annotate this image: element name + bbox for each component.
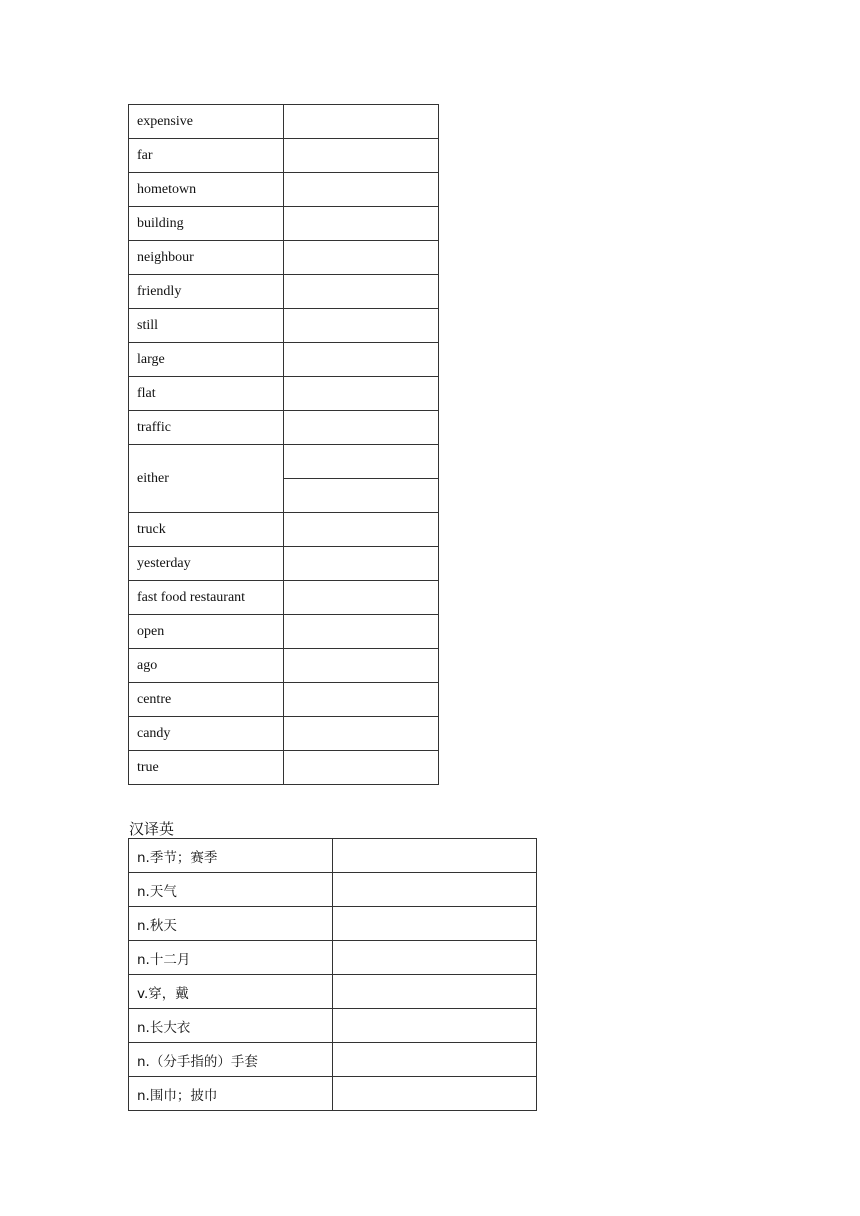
vocab-word: expensive: [129, 105, 284, 139]
answer-blank[interactable]: [284, 173, 439, 207]
answer-blank[interactable]: [284, 615, 439, 649]
vocab-word: n.十二月: [129, 941, 333, 975]
vocab-word: far: [129, 139, 284, 173]
vocab-row: [129, 1043, 537, 1077]
vocab-word: v.穿，戴: [129, 975, 333, 1009]
answer-blank[interactable]: [284, 377, 439, 411]
answer-blank[interactable]: [284, 683, 439, 717]
vocab-word: friendly: [129, 275, 284, 309]
vocab-row: [129, 717, 439, 751]
vocab-row: [129, 1009, 537, 1043]
answer-blank[interactable]: [333, 839, 537, 873]
vocab-word: fast food restaurant: [129, 581, 284, 615]
vocab-row: [129, 513, 439, 547]
vocab-row: [129, 309, 439, 343]
vocab-row: [129, 649, 439, 683]
vocab-row: [129, 839, 537, 873]
vocab-word: yesterday: [129, 547, 284, 581]
vocab-row: [129, 547, 439, 581]
answer-blank[interactable]: [333, 975, 537, 1009]
vocab-row: [129, 445, 439, 479]
vocab-word: open: [129, 615, 284, 649]
answer-blank[interactable]: [284, 479, 439, 513]
vocab-row: [129, 615, 439, 649]
answer-blank[interactable]: [284, 139, 439, 173]
answer-blank[interactable]: [284, 513, 439, 547]
vocab-word: neighbour: [129, 241, 284, 275]
vocab-word: true: [129, 751, 284, 785]
vocab-word: n.围巾；披巾: [129, 1077, 333, 1111]
vocab-row: [129, 907, 537, 941]
answer-blank[interactable]: [284, 241, 439, 275]
vocab-row: [129, 751, 439, 785]
vocab-word: still: [129, 309, 284, 343]
chinese-vocab-table: [128, 838, 537, 1111]
vocab-word: n.天气: [129, 873, 333, 907]
vocab-row: [129, 683, 439, 717]
english-vocab-table: [128, 104, 439, 785]
answer-blank[interactable]: [284, 717, 439, 751]
vocab-word: n.长大衣: [129, 1009, 333, 1043]
vocab-row: [129, 1077, 537, 1111]
section-title-chinese-to-english: 汉译英: [129, 820, 175, 838]
answer-blank[interactable]: [333, 873, 537, 907]
english-vocab-body: [129, 105, 439, 785]
answer-blank[interactable]: [284, 105, 439, 139]
vocab-word: building: [129, 207, 284, 241]
vocab-word: truck: [129, 513, 284, 547]
answer-blank[interactable]: [284, 547, 439, 581]
answer-blank[interactable]: [284, 445, 439, 479]
answer-blank[interactable]: [333, 1009, 537, 1043]
vocab-row: [129, 139, 439, 173]
vocab-row: [129, 173, 439, 207]
answer-blank[interactable]: [284, 275, 439, 309]
answer-blank[interactable]: [284, 309, 439, 343]
vocab-word: flat: [129, 377, 284, 411]
vocab-row: [129, 975, 537, 1009]
answer-blank[interactable]: [333, 1077, 537, 1111]
answer-blank[interactable]: [284, 649, 439, 683]
vocab-word: traffic: [129, 411, 284, 445]
vocab-word: hometown: [129, 173, 284, 207]
answer-blank[interactable]: [284, 411, 439, 445]
answer-blank[interactable]: [333, 907, 537, 941]
vocab-word: ago: [129, 649, 284, 683]
vocab-row: [129, 275, 439, 309]
answer-blank[interactable]: [284, 343, 439, 377]
answer-blank[interactable]: [333, 941, 537, 975]
vocab-word: either: [129, 445, 284, 513]
answer-blank[interactable]: [284, 207, 439, 241]
vocab-word: n.秋天: [129, 907, 333, 941]
vocab-row: [129, 343, 439, 377]
answer-blank[interactable]: [284, 581, 439, 615]
vocab-row: [129, 207, 439, 241]
vocab-row: [129, 105, 439, 139]
vocab-row: [129, 377, 439, 411]
vocab-word: n.（分手指的）手套: [129, 1043, 333, 1077]
vocab-row: [129, 941, 537, 975]
vocab-word: n.季节；赛季: [129, 839, 333, 873]
vocab-row: [129, 241, 439, 275]
answer-blank[interactable]: [284, 751, 439, 785]
answer-blank[interactable]: [333, 1043, 537, 1077]
vocab-word: large: [129, 343, 284, 377]
vocab-word: candy: [129, 717, 284, 751]
vocab-row: [129, 581, 439, 615]
vocab-row: [129, 411, 439, 445]
vocab-row: [129, 873, 537, 907]
vocab-word: centre: [129, 683, 284, 717]
chinese-vocab-body: [129, 839, 537, 1111]
